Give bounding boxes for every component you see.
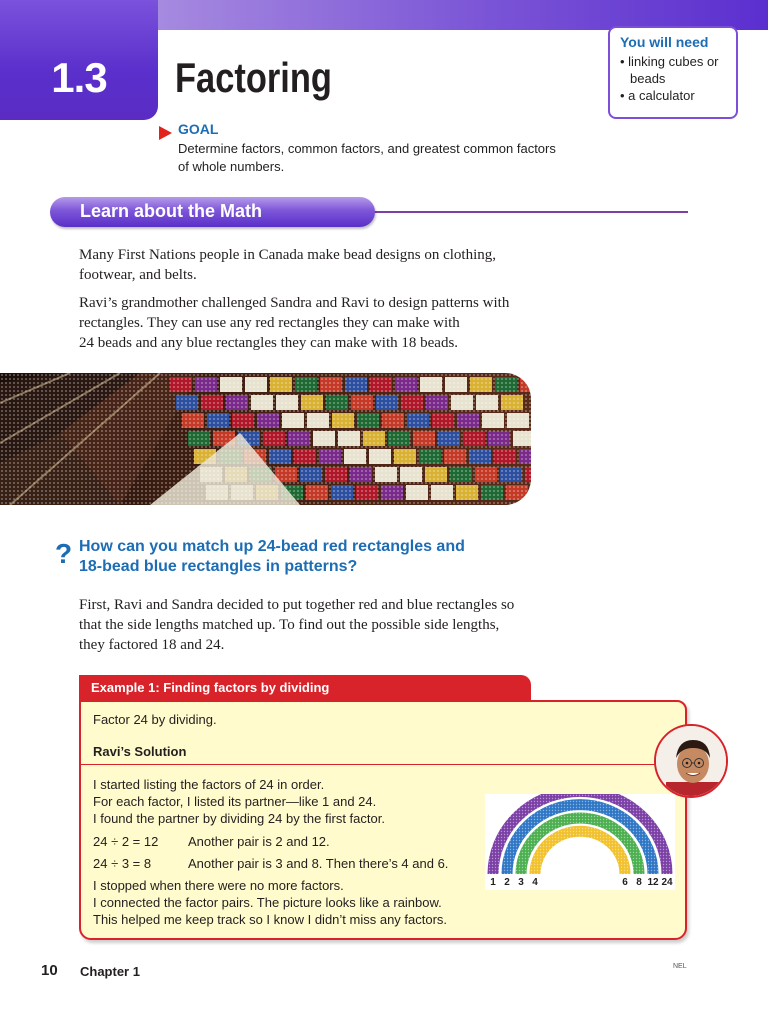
- materials-item: • a calculator: [620, 87, 726, 104]
- factor-label: 8: [636, 877, 642, 888]
- solution-line: I found the partner by dividing 24 by the first factor.: [93, 811, 385, 826]
- factor-label: 3: [518, 877, 524, 888]
- lesson-title: Factoring: [175, 54, 332, 101]
- example-header: [79, 675, 531, 701]
- student-photo: [654, 724, 728, 798]
- factor-rainbow-diagram: [485, 794, 675, 890]
- factor-rainbow: [485, 794, 675, 890]
- division-row: [93, 855, 493, 872]
- solution-line: For each factor, I listed its partner—like 1 and 24.: [93, 794, 377, 809]
- paragraph-line: they factored 18 and 24.: [79, 637, 225, 653]
- learn-banner-title: Learn about the Math: [80, 201, 263, 221]
- division-note: Another pair is 2 and 12.: [188, 834, 330, 849]
- paragraph-line: rectangles. They can use any red rectangles they can make with: [79, 315, 460, 331]
- solution-divider: [81, 764, 685, 765]
- section-number: 1.3: [51, 54, 107, 101]
- example-title: Example 1: Finding factors by dividing: [91, 680, 330, 695]
- solution-line: I connected the factor pairs. The picture looks like a rainbow.: [93, 895, 442, 910]
- division-equation: 24 ÷ 2 = 12: [93, 834, 159, 849]
- question-line: 18-bead blue rectangles in patterns?: [79, 558, 358, 575]
- key-question: [79, 537, 529, 577]
- paragraph-line: Ravi’s grandmother challenged Sandra and Ravi to design patterns with: [79, 295, 510, 311]
- method-paragraph: [79, 595, 539, 655]
- chapter-label: Chapter 1: [80, 964, 140, 979]
- factor-label: 12: [647, 877, 659, 888]
- solution-paragraph-1: [93, 776, 385, 827]
- division-row: [93, 833, 493, 850]
- goal-arrow-icon: [159, 126, 172, 140]
- section-tab: [0, 0, 158, 120]
- beadwork-photo: [0, 373, 531, 505]
- factor-label: 6: [622, 877, 628, 888]
- intro-paragraph-1: Many First Nations people in Canada make bead designs on clothing, footwear, and belts.: [79, 247, 497, 283]
- you-will-need-box: [608, 26, 738, 119]
- factor-label: 4: [532, 877, 538, 888]
- division-equation: 24 ÷ 3 = 8: [93, 856, 152, 871]
- solution-title: Ravi’s Solution: [93, 744, 187, 759]
- solution-paragraph-2: [93, 877, 447, 928]
- factor-label: 24: [661, 877, 673, 888]
- banner-rule: [370, 211, 688, 213]
- factor-label: 2: [504, 877, 510, 888]
- materials-item: • linking cubes or beads: [620, 53, 726, 87]
- materials-list: [620, 53, 726, 104]
- paragraph-line: First, Ravi and Sandra decided to put together red and blue rectangles so: [79, 597, 515, 613]
- question-line: How can you match up 24-bead red rectangles and: [79, 538, 465, 555]
- goal-label: GOAL: [178, 121, 219, 137]
- factor-label: 1: [490, 877, 496, 888]
- solution-line: I started listing the factors of 24 in order.: [93, 777, 325, 792]
- intro-paragraph-2: [79, 293, 529, 353]
- solution-line: This helped me keep track so I know I didn’t miss any factors.: [93, 912, 448, 927]
- paragraph-line: 24 beads and any blue rectangles they can make with 18 beads.: [79, 335, 459, 351]
- learn-banner: [50, 197, 375, 227]
- question-mark-icon: ?: [55, 538, 73, 569]
- goal-text: Determine factors, common factors, and greatest common factors of whole numbers.: [178, 141, 556, 174]
- paragraph-line: that the side lengths matched up. To find out the possible side lengths,: [79, 617, 500, 633]
- publisher-mark: NEL: [673, 963, 687, 970]
- example-prompt: Factor 24 by dividing.: [93, 712, 217, 727]
- page-number: 10: [41, 962, 58, 979]
- solution-line: I stopped when there were no more factors.: [93, 878, 344, 893]
- you-will-need-title: You will need: [620, 34, 709, 50]
- division-note: Another pair is 3 and 8. Then there’s 4 and 6.: [188, 856, 449, 871]
